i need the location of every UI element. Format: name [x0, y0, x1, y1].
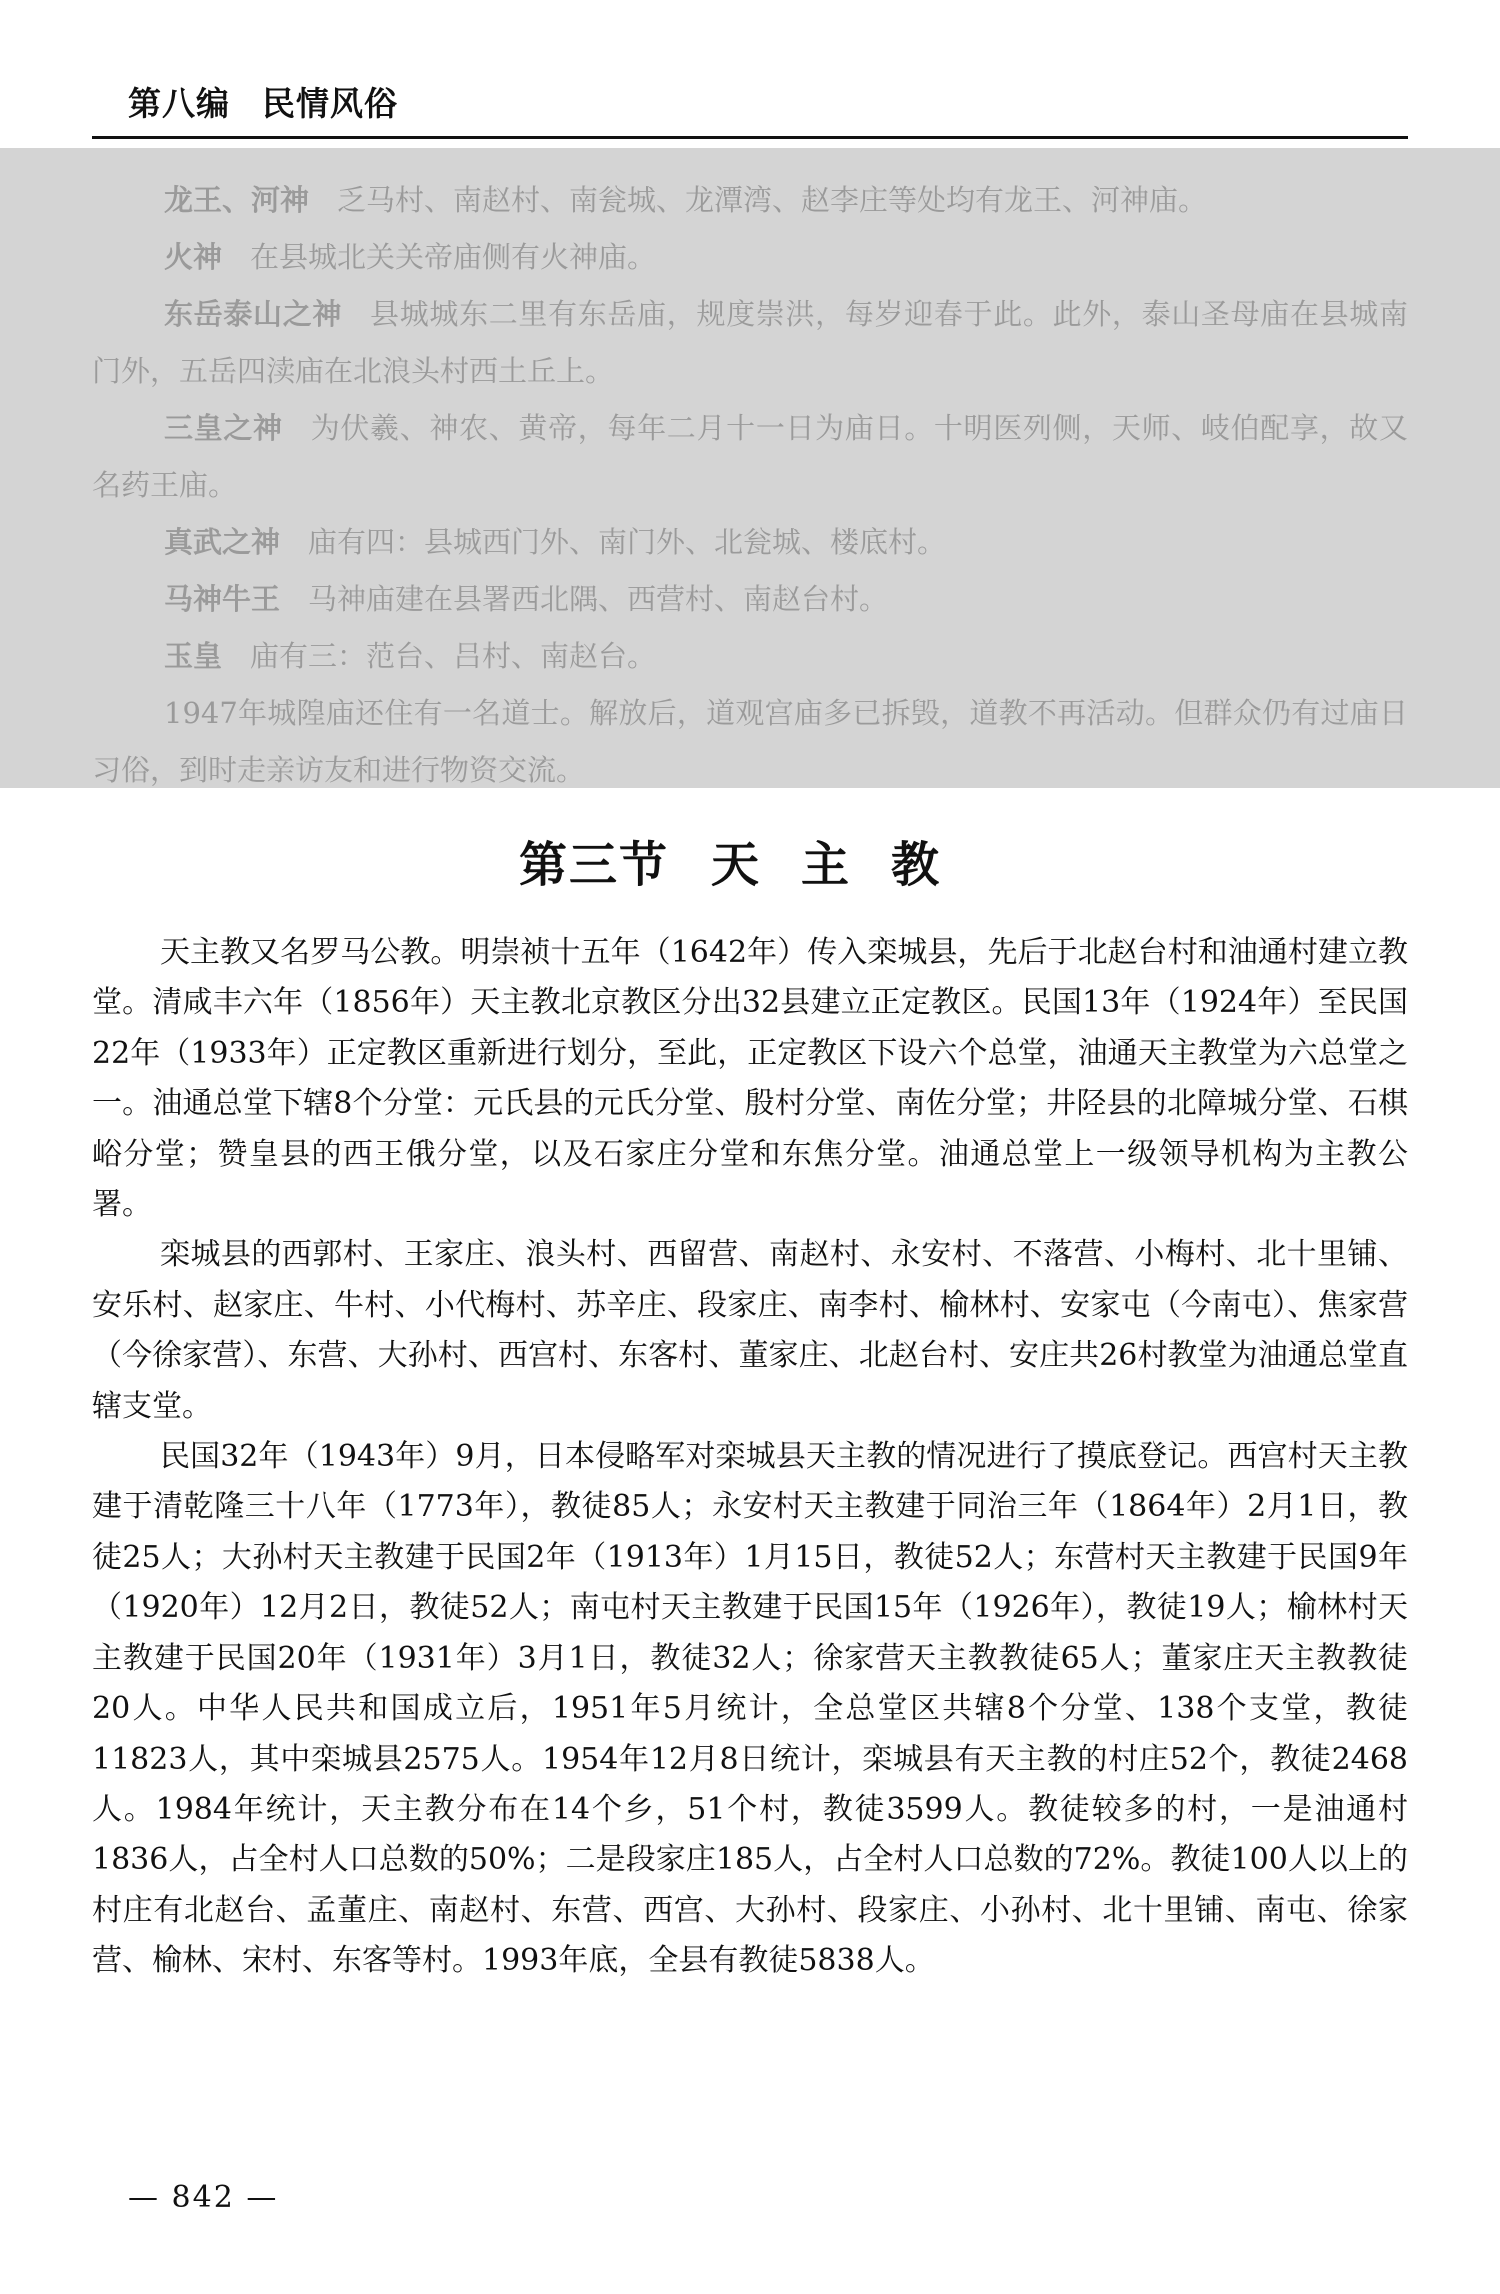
section-name: 天主教: [711, 837, 982, 893]
entry-text: 庙有四：县城西门外、南门外、北瓮城、楼底村。: [308, 525, 947, 559]
shaded-entry: [92, 514, 1408, 571]
shaded-entry: [92, 628, 1408, 685]
entry-term: 火神: [164, 240, 223, 274]
shaded-entry: [92, 172, 1408, 229]
shaded-entry: [92, 400, 1408, 514]
entry-text: 马神庙建在县署西北隅、西营村、南赵台村。: [308, 582, 889, 616]
entry-term: 玉皇: [164, 639, 223, 673]
shaded-entry: [92, 286, 1408, 400]
entry-term: 马神牛王: [164, 582, 281, 616]
entry-text: 为伏羲、神农、黄帝，每年二月十一日为庙日。十明医列侧，天师、岐伯配享，故又名药王庙。: [92, 411, 1408, 502]
entry-term: 龙王、河神: [164, 183, 310, 217]
page-number: — 842 —: [128, 2180, 279, 2215]
shaded-closing: 1947年城隍庙还住有一名道士。解放后，道观宫庙多已拆毁，道教不再活动。但群众仍有过庙日习俗，到时走亲访友和进行物资交流。: [92, 696, 1408, 787]
header-rule: [92, 136, 1408, 139]
entry-term: 真武之神: [164, 525, 281, 559]
section-number: 第三节: [518, 837, 669, 893]
entry-text: 在县城北关关帝庙侧有火神庙。: [250, 240, 657, 274]
shaded-section: [92, 172, 1408, 799]
entry-text: 县城城东二里有东岳庙，规度崇洪，每岁迎春于此。此外，泰山圣母庙在县城南门外，五岳四渎庙在北浪头村西土丘上。: [92, 297, 1408, 388]
shaded-entry: [92, 229, 1408, 286]
body-text: [92, 928, 1408, 1987]
running-head: [128, 78, 398, 125]
entry-term: 三皇之神: [164, 411, 283, 445]
section-title: [0, 826, 1500, 895]
entry-term: 东岳泰山之神: [164, 297, 343, 331]
entry-text: 庙有三：范台、吕村、南赵台。: [250, 639, 657, 673]
paragraph: 民国32年（1943年）9月，日本侵略军对栾城县天主教的情况进行了摸底登记。西宫村天主教建于清乾隆三十八年（1773年），教徒85人；永安村天主教建于同治三年（1864年）2月1日，教徒25人；大孙村天主教建于民国2年（1913年）1月15日，教徒52人；东营村天主教建于民国9年（1920年）12月2日，教徒52人；南屯村天主教建于民国15年（1926年），教徒19人；榆林村天主教建于民国20年（1931年）3月1日，教徒32人；徐家营天主教教徒65人；董家庄天主教教徒20人。中华人民共和国成立后，1951年5月统计，全总堂区共辖8个分堂、138个支堂，教徒11823人，其中栾城县2575人。1954年12月8日统计，栾城县有天主教的村庄52个，教徒2468人。1984年统计，天主教分布在14个乡，51个村，教徒3599人。教徒较多的村，一是油通村1836人，占全村人口总数的50%；二是段家庄185人，占全村人口总数的72%。教徒100人以上的村庄有北赵台、孟董庄、南赵村、东营、西宫、大孙村、段家庄、小孙村、北十里铺、南屯、徐家营、榆林、宋村、东客等村。1993年底，全县有教徒5838人。: [92, 1439, 1408, 1979]
entry-text: 乏马村、南赵村、南瓮城、龙潭湾、赵李庄等处均有龙王、河神庙。: [337, 183, 1208, 217]
running-head-part: 第八编: [128, 84, 230, 123]
shaded-entry: [92, 571, 1408, 628]
paragraph: 天主教又名罗马公教。明崇祯十五年（1642年）传入栾城县，先后于北赵台村和油通村建立教堂。清咸丰六年（1856年）天主教北京教区分出32县建立正定教区。民国13年（1924年）至民国22年（1933年）正定教区重新进行划分，至此，正定教区下设六个总堂，油通天主教堂为六总堂之一。油通总堂下辖8个分堂：元氏县的元氏分堂、殷村分堂、南佐分堂；井陉县的北障城分堂、石棋峪分堂；赞皇县的西王俄分堂，以及石家庄分堂和东焦分堂。油通总堂上一级领导机构为主教公署。: [92, 935, 1408, 1223]
paragraph: 栾城县的西郭村、王家庄、浪头村、西留营、南赵村、永安村、不落营、小梅村、北十里铺、安乐村、赵家庄、牛村、小代梅村、苏辛庄、段家庄、南李村、榆林村、安家屯（今南屯）、焦家营（今徐家营）、东营、大孙村、西宫村、东客村、董家庄、北赵台村、安庄共26村教堂为油通总堂直辖支堂。: [92, 1237, 1408, 1424]
running-head-title: 民情风俗: [262, 84, 398, 123]
